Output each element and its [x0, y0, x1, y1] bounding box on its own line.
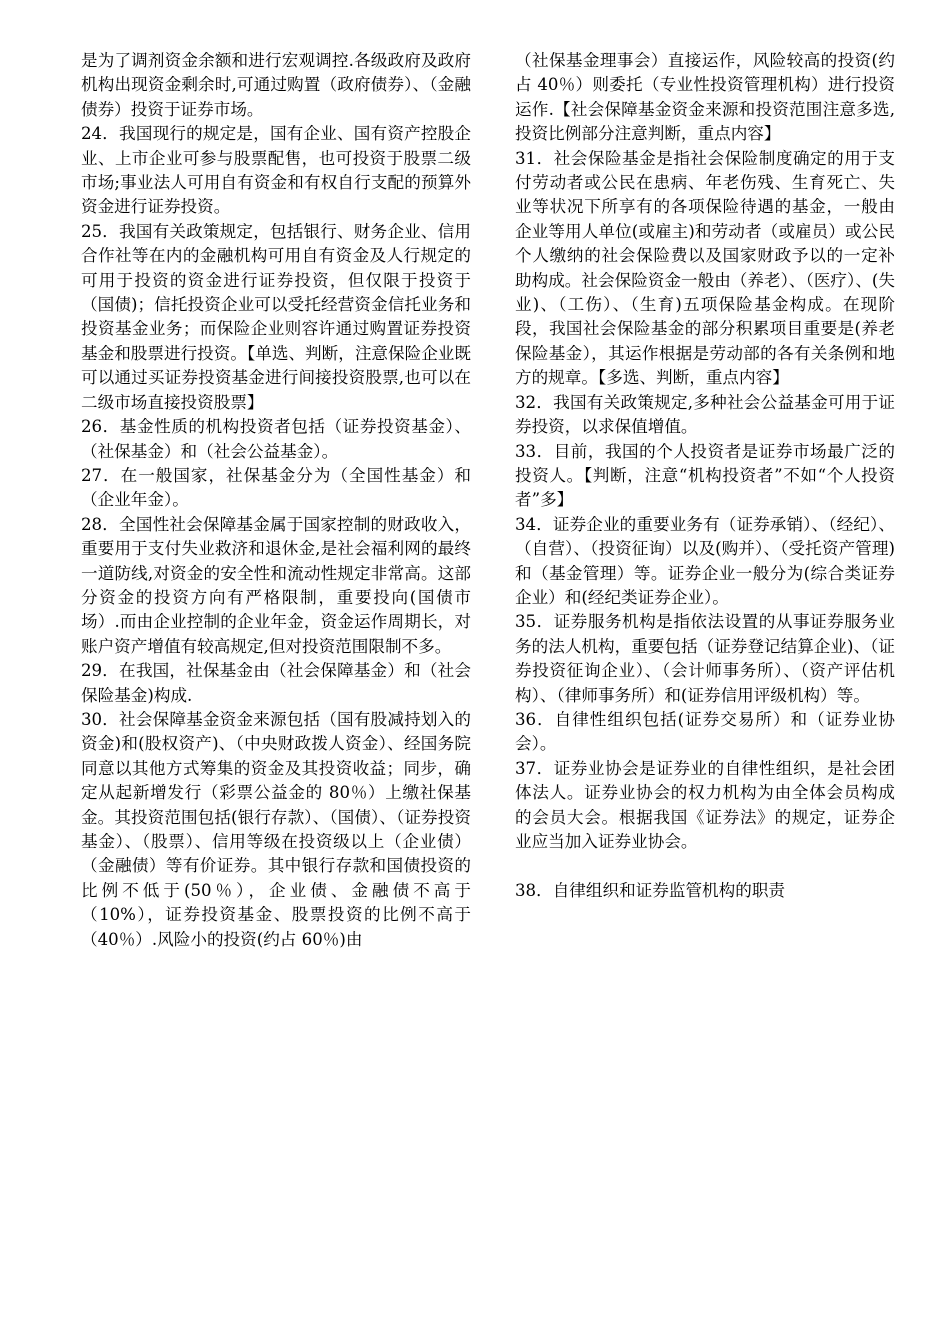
paragraph-25: 25．我国有关政策规定，包括银行、财务企业、信用合作社等在内的金融机构可用自有资金及人行规定的可用于投资的资金进行证券投资，但仅限于投资于（国债)；信托投资企业可以受托经营资金信托业务和投资基金业务；而保险企业则容许通过购置证券投资基金和股票进行投资。【单选、判断，注意保险企业既可以通过买证券投资基金进行间接投资股票,也可以在二级市场直接投资股票】	[81, 221, 471, 412]
paragraph-38: 38．自律组织和证券监管机构的职责	[515, 880, 786, 900]
paragraph-32: 32．我国有关政策规定,多种社会公益基金可用于证券投资，以求保值增值。	[515, 392, 895, 437]
paragraph-24: 24．我国现行的规定是，国有企业、国有资产控股企业、上市企业可参与股票配售，也可投资于股票二级市场;事业法人可用自有资金和有权自行支配的预算外资金进行证券投资。	[81, 124, 471, 217]
paragraph-37: 37．证券业协会是证券业的自律性组织，是社会团体法人。证券业协会的权力机构为由全体会员构成的会员大会。根据我国《证券法》的规定，证券企业应当加入证券业协会。	[515, 758, 895, 851]
paragraph-29: 29．在我国，社保基金由（社会保障基金）和（社会保险基金)构成.	[81, 661, 471, 705]
blank-line	[515, 854, 895, 878]
paragraph-26: 26．基金性质的机构投资者包括（证券投资基金）、（社保基金）和（社会公益基金）。	[81, 417, 471, 461]
paragraph-33: 33．目前，我国的个人投资者是证券市场最广泛的投资人。【判断，注意“机构投资者”不如“个人投资者”多】	[515, 441, 895, 510]
paragraph-36: 36．自律性组织包括(证券交易所）和（证券业协会）。	[515, 709, 895, 754]
paragraph-34: 34．证券企业的重要业务有（证券承销）、（经纪）、（自营）、（投资征询）以及(购并）、（受托资产管理)和（基金管理）等。证券企业一般分为(综合类证券企业）和(经纪类证券企业）。	[515, 514, 895, 607]
paragraph-continuation: 是为了调剂资金余额和进行宏观调控.各级政府及政府机构出现资金剩余时,可通过购置（政府债券）、（金融债券）投资于证券市场。	[81, 51, 471, 119]
paragraph-28: 28．全国性社会保障基金属于国家控制的财政收入，重要用于支付失业救济和退休金,是社会福利网的最终一道防线,对资金的安全性和流动性规定非常高。这部分资金的投资方向有严格限制，重要投向(国债市场）.而由企业控制的企业年金，资金运作周期长，对账户资产增值有较高规定,但对投资范围限制不多。	[81, 514, 471, 656]
left-text-column	[81, 49, 471, 952]
paragraph-30-continued: （社保基金理事会）直接运作，风险较高的投资(约占 40％）则委托（专业性投资管理机构）进行投资运作.【社会保障基金资金来源和投资范围注意多选,投资比例部分注意判断，重点内容】	[515, 51, 895, 144]
paragraph-31: 31．社会保险基金是指社会保险制度确定的用于支付劳动者或公民在患病、年老伤残、生育死亡、失业等状况下所享有的各项保险待遇的基金，一般由企业等用人单位(或雇主)和劳动者（或雇员）或公民个人缴纳的社会保险费以及国家财政予以的一定补助构成。社会保险资金一般由（养老）、（医疗）、(失业)、（工伤）、（生育)五项保险基金构成。在现阶段，我国社会保险基金的部分积累项目重要是(养老保险基金），其运作根据是劳动部的各有关条例和地方的规章。【多选、判断，重点内容】	[515, 148, 895, 388]
paragraph-30: 30．社会保障基金资金来源包括（国有股减持划入的资金)和(股权资产)、（中央财政拨人资金）、经国务院同意以其他方式筹集的资金及其投资收益；同步，确定从起新增发行（彩票公益金的 80％）上缴社保基金。其投资范围包括(银行存款）、（国债）、（证券投资基金）、（股票）、信用等级在投资级以上（企业债）（金融债）等有价证券。其中银行存款和国债投资的比例不低于(50％），企业债、金融债不高于（10%），证券投资基金、股票投资的比例不高于（40％）.风险小的投资(约占 60％)由	[81, 709, 471, 949]
paragraph-27: 27．在一般国家，社保基金分为（全国性基金）和（企业年金）。	[81, 465, 471, 510]
paragraph-35: 35．证券服务机构是指依法设置的从事证券服务业务的法人机构，重要包括（证券登记结算企业)、（证券投资征询企业）、（会计师事务所）、（资产评估机构）、（律师事务所）和(证券信用评级机构）等。	[515, 612, 895, 705]
right-text-column	[515, 49, 895, 903]
